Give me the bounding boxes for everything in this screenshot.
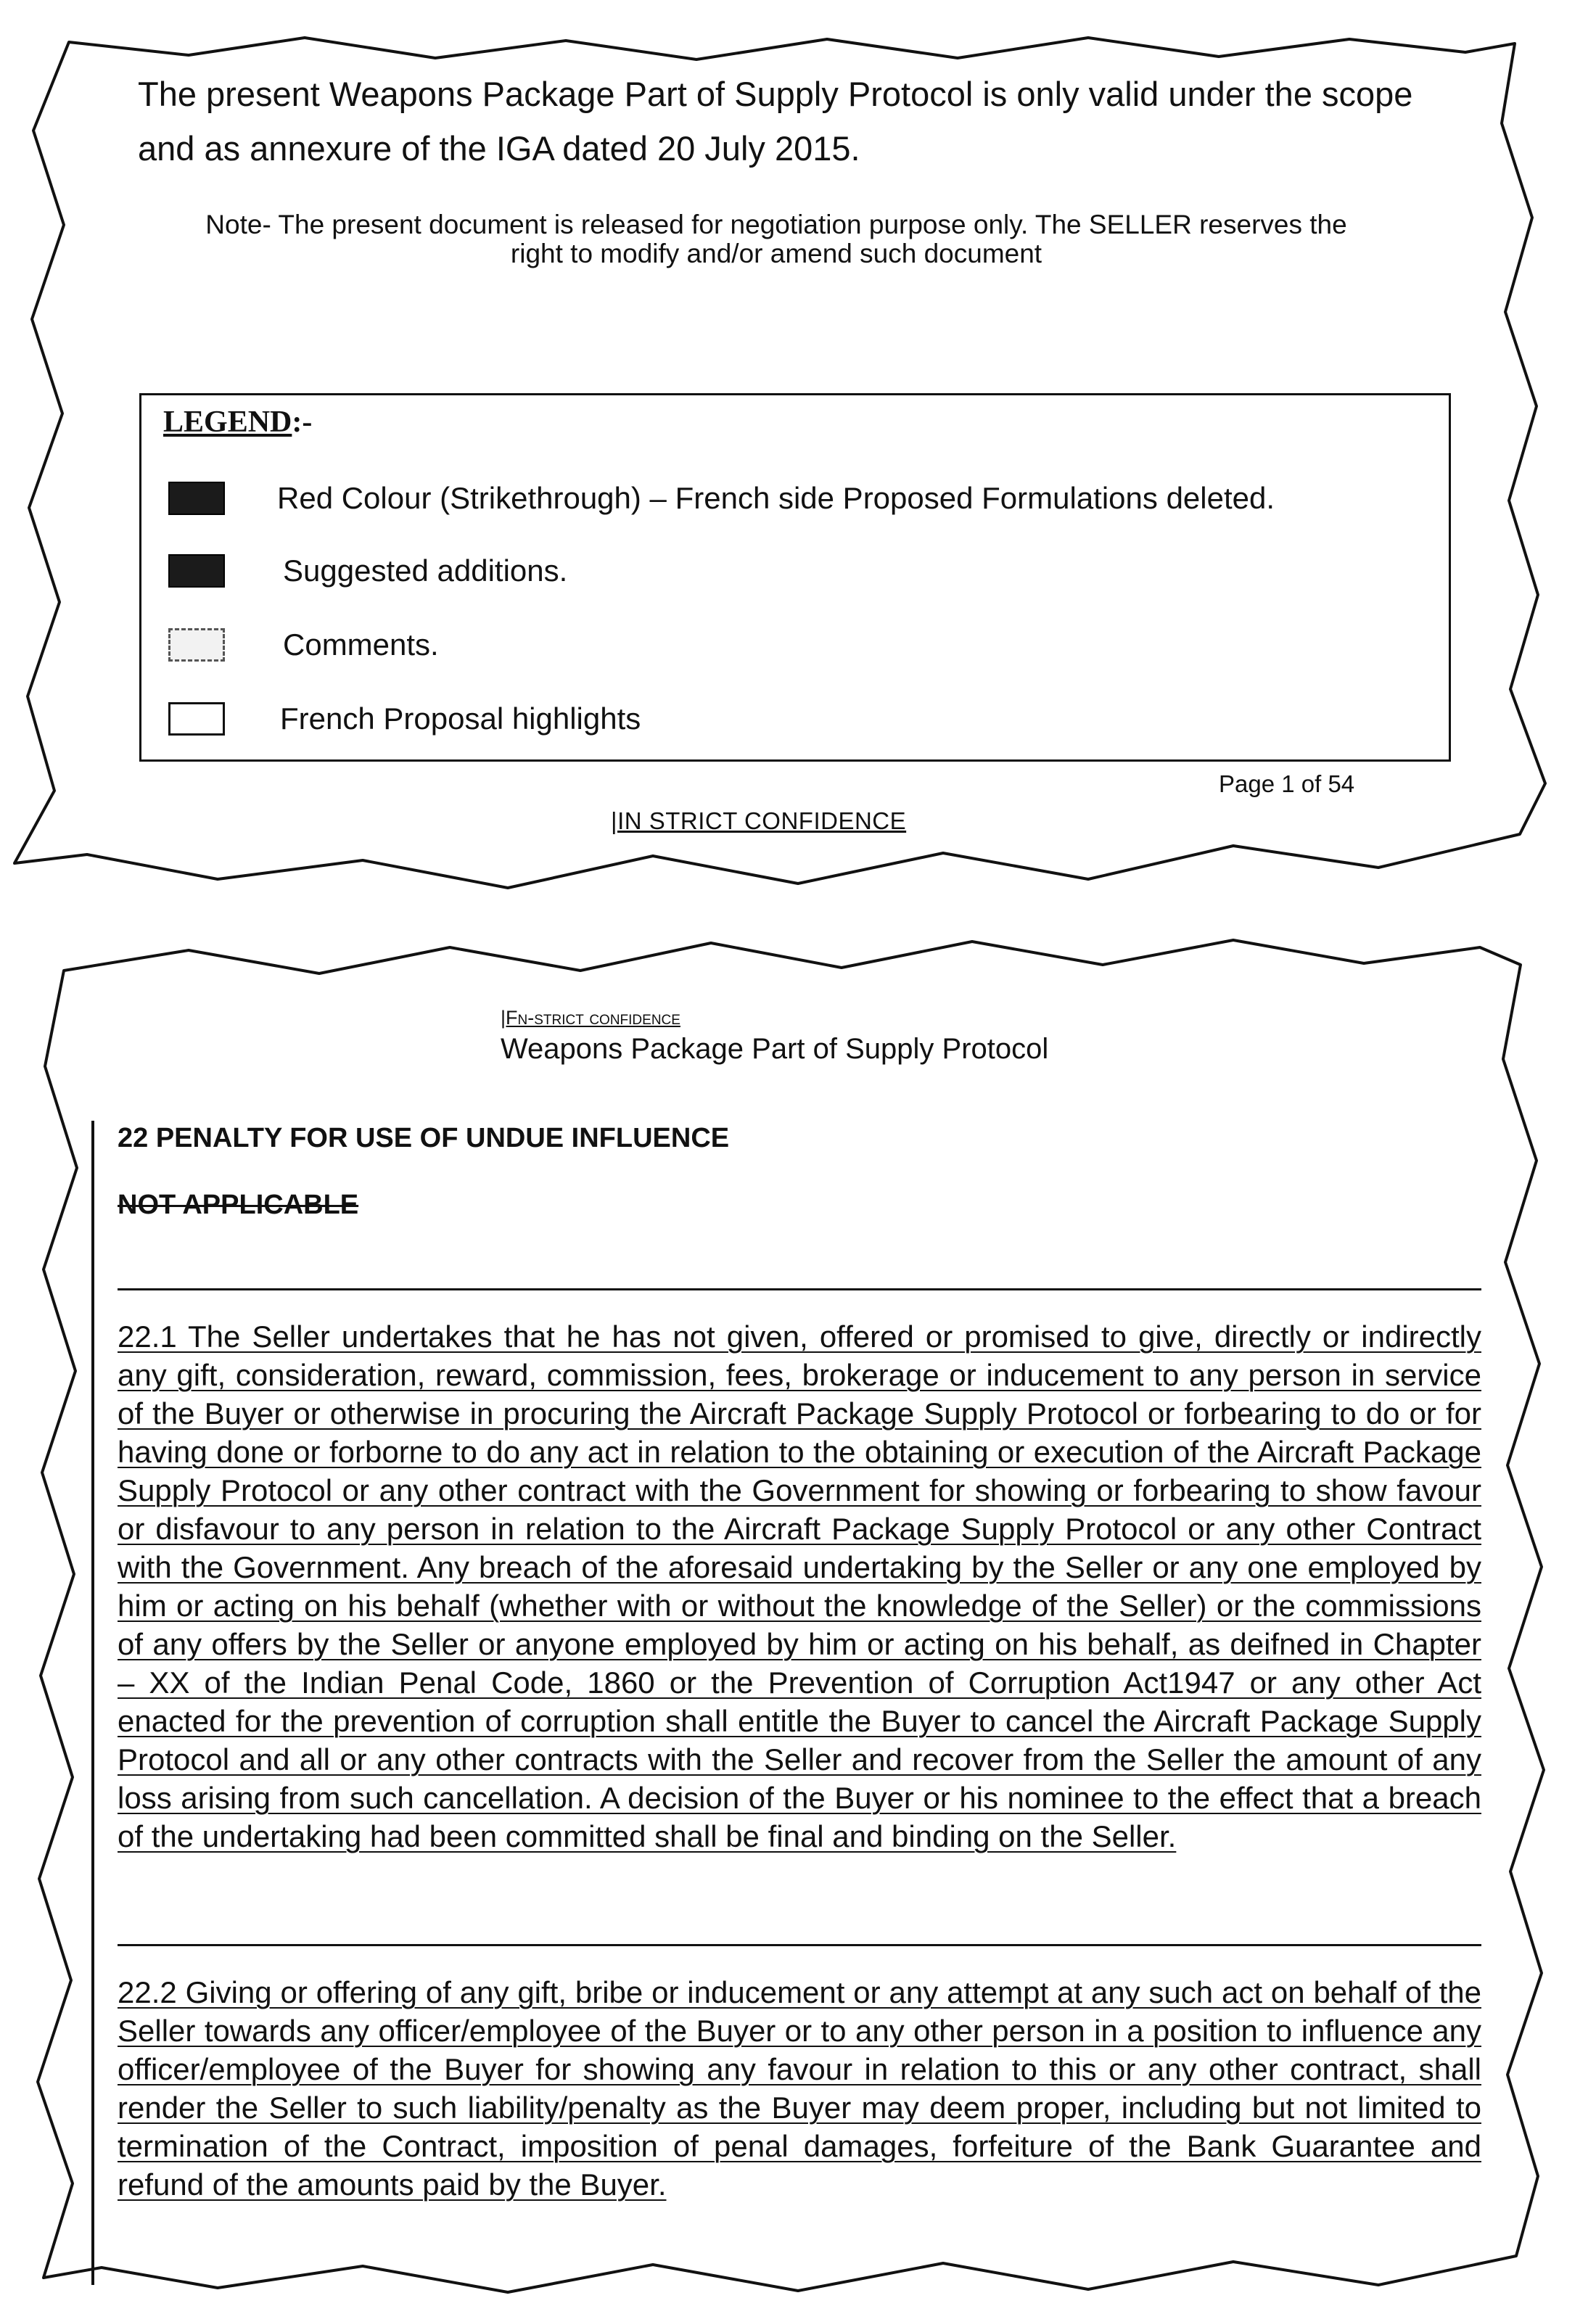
legend-label: Comments. xyxy=(283,627,439,662)
section-divider xyxy=(118,1944,1481,1946)
legend-swatch-dark-icon xyxy=(168,482,225,515)
section-divider xyxy=(118,1288,1481,1290)
negotiation-note xyxy=(138,210,1415,268)
legend-item-comments xyxy=(168,627,439,663)
legend-title-suffix: :- xyxy=(292,405,313,439)
confidentiality-footer: |IN STRICT CONFIDENCE xyxy=(611,807,907,834)
legend-swatch-dark-icon xyxy=(168,554,225,588)
change-bar xyxy=(91,1121,94,2285)
legend-swatch-light-icon xyxy=(168,628,225,662)
legend-label: Suggested additions. xyxy=(283,553,568,588)
section-title: 22 PENALTY FOR USE OF UNDUE INFLUENCE xyxy=(118,1123,730,1153)
legend-label: French Proposal highlights xyxy=(280,701,641,736)
legend-swatch-empty-icon xyxy=(168,702,225,736)
document-header-title: Weapons Package Part of Supply Protocol xyxy=(501,1033,1049,1065)
clause-22-1: 22.1 The Seller undertakes that he has not given, offered or promised to give, directly or indirectly any gift, consideration, reward, commission, fees, brokerage or inducement to any person in service of the Buyer or otherwise in procuring the Aircraft Package Supply Protocol or forbearing to do or for having done or forborne to do any act in relation to the obtaining or execution of the Aircraft Package Supply Protocol or any other contract with the Government for showing or forbearing to show favour or disfavour to any person in relation to the Aircraft Package Supply Protocol or any other Contract with the Government. Any breach of the aforesaid undertaking by the Seller or any one employed by him or acting on his behalf (whether with or without the knowledge of the Seller) or the commissions of any offers by the Seller or anyone employed by him or acting on his behalf, as deifned in Chapter – XX of the Indian Penal Code, 1860 or the Prevention of Corruption Act1947 or any other Act enacted for the prevention of corruption shall entitle the Buyer to cancel the Aircraft Package Supply Protocol and all or any other contracts with the Seller and recover from the Seller the amount of any loss arising from such cancellation. A decision of the Buyer or his nominee to the effect that a breach of the undertaking had been committed shall be final and binding on the Seller. xyxy=(118,1319,1481,1853)
negotiation-note-line-2: right to modify and/or amend such document xyxy=(510,239,1042,268)
legend-item-additions xyxy=(168,553,567,589)
legend-label: Red Colour (Strikethrough) – French side Proposed Formulations deleted. xyxy=(277,481,1275,515)
negotiation-note-line-1: Note- The present document is released for negotiation purpose only. The SELLER reserves the xyxy=(205,210,1347,239)
page-number: Page 1 of 54 xyxy=(1219,770,1355,797)
validity-statement: The present Weapons Package Part of Supply Protocol is only valid under the scope and as annexure of the IGA dated 20 July 2015. xyxy=(138,75,1413,168)
legend-title-text: LEGEND xyxy=(163,405,292,439)
deleted-not-applicable: NOT APPLICABLE xyxy=(118,1190,359,1220)
confidentiality-header: |Fn-strict confidence xyxy=(501,1007,680,1029)
legend-title xyxy=(163,405,312,440)
legend-item-french-highlights xyxy=(168,701,641,737)
clause-22-2: 22.2 Giving or offering of any gift, bribe or inducement or any attempt at any such act on behalf of the Seller towards any officer/employee of the Buyer or to any other person in a position to influence any officer/employee of the Buyer for showing any favour in relation to this or any other contract, shall render the Seller to such liability/penalty as the Buyer may deem proper, including but not limited to termination of the Contract, imposition of penal damages, forfeiture of the Bank Guarantee and refund of the amounts paid by the Buyer. xyxy=(118,1975,1481,2202)
legend-item-deleted xyxy=(168,480,1275,516)
